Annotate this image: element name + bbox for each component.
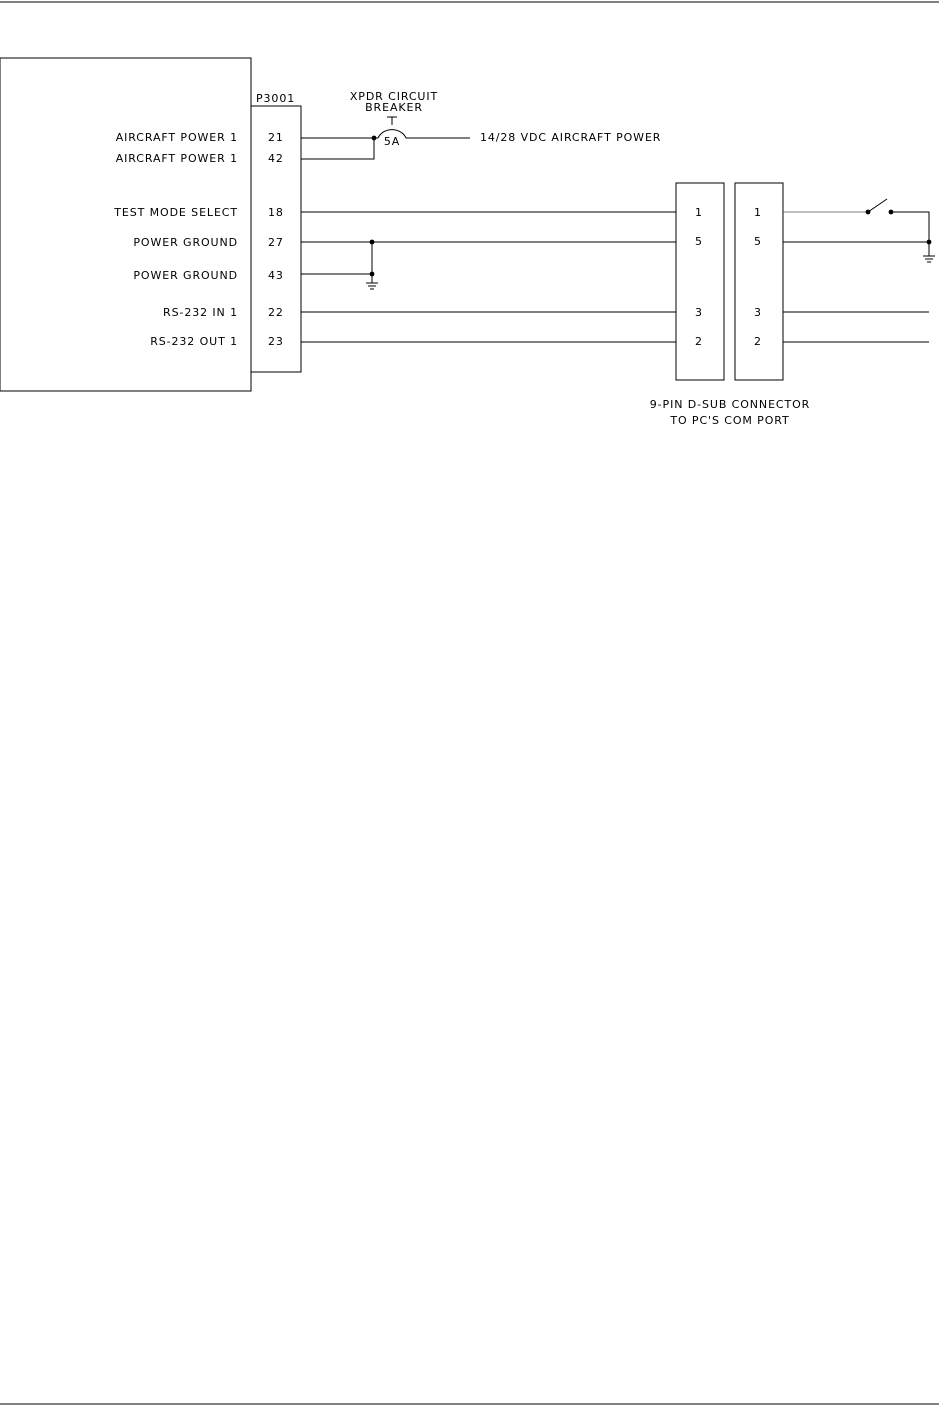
dsub-pin-number: 1 — [695, 206, 703, 219]
wire-switch-to-ground — [891, 212, 929, 256]
pin-number: 23 — [268, 335, 284, 348]
signal-label-rs232-out: RS-232 OUT 1 — [150, 335, 238, 348]
signal-label-aircraft-power-b: AIRCRAFT POWER 1 — [115, 152, 238, 165]
breaker-title: BREAKER — [365, 101, 423, 114]
pin-number: 22 — [268, 306, 284, 319]
pin-number: 42 — [268, 152, 284, 165]
ground-icon — [366, 283, 378, 289]
junction-dot-icon — [370, 272, 375, 277]
breaker-title: XPDR CIRCUIT — [349, 90, 439, 103]
dsub-pin-number: 5 — [695, 235, 703, 248]
dsub-pin-number: 5 — [754, 235, 762, 248]
junction-dot-icon — [927, 240, 932, 245]
signal-label-test-mode-select: TEST MODE SELECT — [114, 206, 238, 219]
wire-pin42 — [301, 138, 374, 159]
dsub-pin-number: 2 — [695, 335, 703, 348]
pin-number: 18 — [268, 206, 284, 219]
signal-label-power-ground-b: POWER GROUND — [133, 269, 238, 282]
pin-number: 27 — [268, 236, 284, 249]
signal-label-power-ground-a: POWER GROUND — [133, 236, 238, 249]
ground-icon — [923, 256, 935, 262]
dsub-pin-number: 3 — [695, 306, 703, 319]
signal-label-rs232-in: RS-232 IN 1 — [163, 306, 238, 319]
dsub-pin-number: 3 — [754, 306, 762, 319]
pin-number: 43 — [268, 269, 284, 282]
junction-dot-icon — [370, 240, 375, 245]
switch-icon — [866, 199, 894, 214]
signal-label-aircraft-power-a: AIRCRAFT POWER 1 — [115, 131, 238, 144]
connector-name: P3001 — [256, 92, 296, 105]
dsub-caption: 9-PIN D-SUB CONNECTOR — [649, 398, 811, 411]
power-source-label: 14/28 VDC AIRCRAFT POWER — [480, 131, 662, 144]
pin-number: 21 — [268, 131, 284, 144]
dsub-pin-number: 2 — [754, 335, 762, 348]
dsub-caption: TO PC'S COM PORT — [670, 414, 790, 427]
dsub-pin-number: 1 — [754, 206, 762, 219]
breaker-rating: 5A — [383, 135, 401, 148]
